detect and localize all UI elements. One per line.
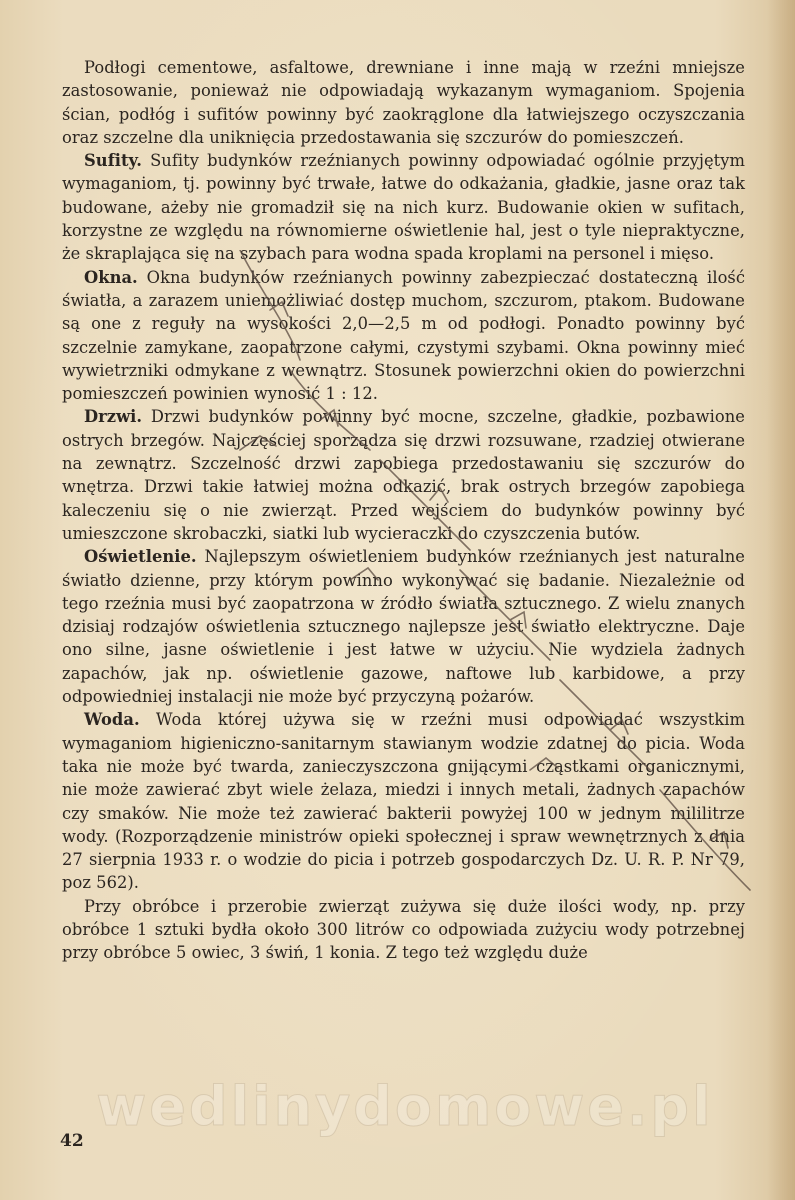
paragraph-ceilings <box>62 149 745 265</box>
paragraph-text: Podłogi cementowe, asfaltowe, drewniane i inne mają w rzeźni mniejsze zastosowanie, ponieważ nie odpowiadają wykazanym wymaganiom. Spojenia ścian, podłóg i sufitów powinny być zaokrąglone dla łatwiejszego oczyszczania oraz szczelne dla uniknięcia przedostawania się szczurów do pomieszczeń. <box>62 58 745 147</box>
paragraph-text: Drzwi budynków powinny być mocne, szczelne, gładkie, pozbawione ostrych brzegów. Najczęściej sporządza się drzwi rozsuwane, rzadziej otwierane na zewnątrz. Szczelność drzwi zapobiega przedostawaniu się szczurów do wnętrza. Drzwi takie łatwiej można odkazić, brak ostrych brzegów zapobiega kaleczeniu się o nie zwierząt. Przed wejściem do budynków powinny być umieszczone skrobaczki, siatki lub wycieraczki do czyszczenia butów. <box>62 407 745 543</box>
watermark: wedlinydomowe.pl <box>96 1075 714 1138</box>
paragraph-text: Przy obróbce i przerobie zwierząt zużywa się duże ilości wody, np. przy obróbce 1 sztuki bydła około 300 litrów co odpowiada zużyciu wody potrzebnej przy obróbce 5 owiec, 3 świń, 1 konia. Z tego też względu duże <box>62 896 745 963</box>
paragraph-floors <box>62 56 745 149</box>
paragraph-text: Okna budynków rzeźnianych powinny zabezpieczać dostateczną ilość światła, a zarazem uniemożliwiać dostęp muchom, szczurom, ptakom. Budowane są one z reguły na wysokości 2,0—2,5 m od podłogi. Ponadto powinny być szczelnie zamykane, zaopatrzone całymi, czystymi szybami. Okna powinny mieć wywietrzniki odmykane z wewnątrz. Stosunek powierzchni okien do powierzchni pomieszczeń powinien wynosić 1 : 12. <box>62 267 745 404</box>
paragraph-windows <box>62 266 745 406</box>
paragraph-heading: Drzwi. <box>84 407 143 427</box>
paragraph-heading: Woda. <box>84 710 140 730</box>
paragraph-lighting <box>62 545 745 708</box>
paragraph-text: Sufity budynków rzeźnianych powinny odpowiadać ogólnie przyjętym wymaganiom, tj. powinny być trwałe, łatwe do odkażania, gładkie, jasne oraz tak budowane, ażeby nie gromadził się na nich kurz. Budowanie okien w sufitach, korzystne ze względu na równomierne oświetlenie hal, jest o tyle niepraktyczne, że skraplająca się na szybach para wodna spada kroplami na personel i mięso. <box>62 151 745 264</box>
paragraph-water <box>62 708 745 894</box>
paragraph-heading: Okna. <box>84 267 138 287</box>
paragraph-text: Najlepszym oświetleniem budynków rzeźnianych jest naturalne światło dzienne, przy którym powinno wykonywać się badanie. Niezależnie od tego rzeźnia musi być zaopatrzona w źródło światła sztucznego. Z wielu znanych dzisiaj rodzajów oświetlenia sztucznego najlepsze jest światło elektryczne. Daje ono silne, jasne oświetlenie i jest łatwe w użyciu. Nie wydziela żadnych zapachów, jak np. oświetlenie gazowe, naftowe lub karbidowe, a przy odpowiedniej instalacji nie może być przyczyną pożarów. <box>62 547 745 707</box>
paragraph-water-usage <box>62 895 745 965</box>
paragraph-heading: Oświetlenie. <box>84 547 197 567</box>
paragraph-heading: Sufity. <box>84 151 142 171</box>
paragraph-text: Woda której używa się w rzeźni musi odpowiadać wszystkim wymaganiom higieniczno-sanitarnym stawianym wodzie zdatnej do picia. Woda taka nie może być twarda, zanieczyszczona gnijącymi cząstkami organicznymi, nie może zawierać zbyt wiele żelaza, miedzi i innych metali, żadnych zapachów czy smaków. Nie może też zawierać bakterii powyżej 100 w jednym mililitrze wody. (Rozporządzenie ministrów opieki społecznej i spraw wewnętrznych z dnia 27 sierpnia 1933 r. o wodzie do picia i potrzeb gospodarczych Dz. U. R. P. Nr 79, poz 562). <box>62 710 745 893</box>
page-number: 42 <box>60 1131 84 1151</box>
page-body <box>62 56 745 965</box>
paragraph-doors <box>62 405 745 545</box>
